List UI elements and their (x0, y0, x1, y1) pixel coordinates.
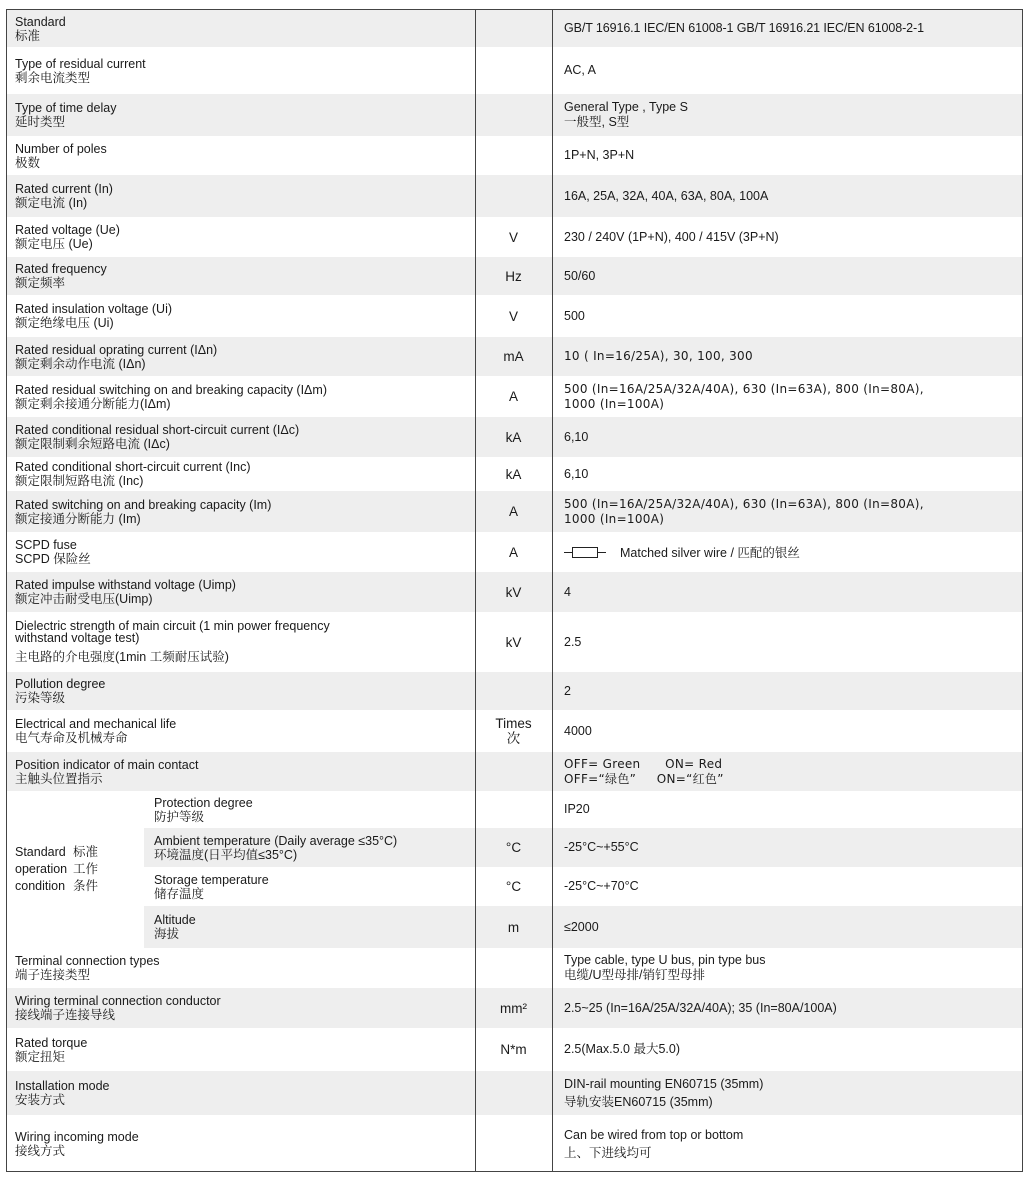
value: 4000 (564, 723, 592, 738)
value: 电缆/U型母排/销钉型母排 (564, 968, 705, 982)
unit: °C (505, 879, 522, 894)
param-en: Type of residual current (15, 56, 146, 71)
value: DIN-rail mounting EN60715 (35mm) (564, 1077, 764, 1091)
spec-row-rated-torque (7, 1028, 1022, 1071)
fuse-lead-icon (564, 552, 572, 553)
spec-row-time-delay (7, 94, 1022, 136)
spec-row-protection-degree (7, 791, 1022, 828)
value: 2.5(Max.5.0 最大5.0) (564, 1042, 681, 1056)
unit: mm² (500, 1000, 527, 1016)
value: 2.5~25 (In=16A/25A/32A/40A); 35 (In=80A/100A) (564, 1000, 837, 1015)
param-en: SCPD fuse (15, 538, 77, 552)
param-en: Type of time delay (15, 101, 117, 115)
spec-row-life (7, 710, 1022, 752)
value: 1P+N, 3P+N (564, 148, 635, 162)
spec-table (6, 9, 1023, 1172)
spec-row-pollution-degree (7, 672, 1022, 710)
param-en: Dielectric strength of main circuit (1 min power frequency (15, 619, 330, 633)
param-en: Rated insulation voltage (Ui) (15, 302, 173, 316)
unit: A (508, 544, 518, 560)
param-en: Rated voltage (Ue) (15, 223, 120, 237)
value: 6,10 (564, 429, 589, 444)
param-en: Rated conditional short-circuit current (Inc) (15, 460, 251, 474)
unit: Times (495, 716, 532, 731)
value: 上、下进线均可 (564, 1145, 652, 1160)
param-cn: 额定剩余接通分断能力(IΔm) (15, 396, 171, 411)
spec-row-residual-operating-current (7, 337, 1022, 376)
fuse-symbol-icon (572, 547, 598, 558)
param-en: Protection degree (154, 795, 253, 810)
group-label-en: condition (15, 879, 66, 893)
unit: kV (505, 634, 522, 650)
param-cn: 标准 (15, 28, 41, 43)
param-cn: SCPD 保险丝 (15, 552, 91, 566)
unit: m (507, 919, 520, 935)
spec-row-residual-switching-capacity (7, 376, 1022, 417)
unit: A (508, 389, 518, 404)
value: GB/T 16916.1 IEC/EN 61008-1 GB/T 16916.21 IEC/EN 61008-2-1 (564, 21, 924, 35)
value: 2.5 (564, 634, 582, 649)
column-divider (475, 10, 476, 1171)
param-en: Rated frequency (15, 262, 107, 276)
param-en: Position indicator of main contact (15, 757, 199, 772)
param-cn: 接线端子连接导线 (15, 1008, 116, 1022)
value: 1000 (In=100A) (564, 511, 665, 526)
spec-row-conditional-short-circuit (7, 457, 1022, 491)
value: Type cable, type U bus, pin type bus (564, 953, 766, 967)
value: General Type , Type S (564, 100, 688, 114)
param-en: Wiring terminal connection conductor (15, 994, 221, 1008)
param-cn: 额定电压 (Ue) (15, 237, 93, 251)
param-cn: 主触头位置指示 (15, 771, 103, 786)
param-en: Electrical and mechanical life (15, 717, 177, 731)
spec-row-insulation-voltage (7, 295, 1022, 337)
param-en: Installation mode (15, 1079, 110, 1093)
param-en: Rated residual oprating current (IΔn) (15, 342, 218, 357)
unit: Hz (505, 268, 522, 284)
spec-row-residual-current-type (7, 47, 1022, 94)
param-cn: 额定剩余动作电流 (IΔn) (15, 356, 146, 371)
value: AC, A (564, 63, 596, 77)
param-cn: 海拔 (154, 927, 180, 941)
spec-row-conditional-residual-short-circuit (7, 417, 1022, 457)
param-cn: 额定扭矩 (15, 1049, 66, 1064)
unit: kV (505, 584, 522, 600)
value: 6,10 (564, 466, 589, 481)
spec-row-switching-capacity (7, 491, 1022, 532)
value: 230 / 240V (1P+N), 400 / 415V (3P+N) (564, 229, 779, 244)
param-cn: 电气寿命及机械寿命 (15, 731, 128, 745)
spec-row-storage-temperature (7, 867, 1022, 906)
group-label-en: Standard (15, 845, 66, 859)
spec-row-ambient-temperature (7, 828, 1022, 867)
spec-row-frequency (7, 257, 1022, 295)
value: 10 ( In=16/25A), 30, 100, 300 (564, 349, 753, 363)
unit: kA (505, 429, 522, 445)
param-en: Rated impulse withstand voltage (Uimp) (15, 578, 236, 592)
group-label-cn: 条件 (73, 879, 99, 893)
group-label-cn: 标准 (73, 845, 99, 859)
value: 50/60 (564, 268, 596, 283)
value: Matched silver wire / 匹配的银丝 (620, 546, 800, 560)
param-cn: 额定冲击耐受电压(Uimp) (15, 592, 153, 606)
spec-row-poles (7, 136, 1022, 175)
param-en-continued: withstand voltage test) (15, 631, 140, 645)
param-en: Number of poles (15, 141, 107, 156)
param-en: Wiring incoming mode (15, 1129, 139, 1144)
unit: kA (505, 466, 522, 482)
value: OFF=“绿色” ON=“红色” (564, 771, 724, 786)
param-cn: 额定限制剩余短路电流 (IΔc) (15, 437, 170, 451)
param-en: Pollution degree (15, 677, 106, 691)
spec-row-installation-mode (7, 1071, 1022, 1115)
value: ≤2000 (564, 919, 599, 934)
param-cn: 额定绝缘电压 (Ui) (15, 316, 114, 330)
group-label-en: operation (15, 862, 68, 876)
unit: °C (505, 840, 522, 855)
fuse-lead-icon (598, 552, 606, 553)
value: Can be wired from top or bottom (564, 1127, 744, 1142)
param-cn: 额定电流 (In) (15, 196, 88, 210)
value: OFF= Green ON= Red (564, 756, 723, 771)
spec-row-terminal-connection-types (7, 948, 1022, 988)
unit: N*m (500, 1042, 527, 1057)
group-label-cn: 工作 (73, 862, 99, 876)
param-en: Rated current (In) (15, 182, 113, 196)
spec-row-wiring-conductor (7, 988, 1022, 1028)
spec-row-rated-voltage (7, 217, 1022, 257)
param-cn: 额定接通分断能力 (Im) (15, 511, 141, 526)
param-en: Standard (15, 14, 66, 29)
param-cn: 接线方式 (15, 1143, 66, 1158)
param-cn: 防护等级 (154, 809, 205, 824)
spec-row-dielectric-strength (7, 612, 1022, 672)
spec-row-rated-current (7, 175, 1022, 217)
value: 2 (564, 683, 571, 698)
spec-row-position-indicator (7, 752, 1022, 791)
value: IP20 (564, 802, 590, 816)
param-cn: 延时类型 (15, 115, 66, 129)
spec-row-altitude (7, 906, 1022, 948)
column-divider (552, 10, 553, 1171)
value: 1000 (In=100A) (564, 396, 665, 411)
spec-row-standard (7, 10, 1022, 47)
param-en: Rated torque (15, 1035, 88, 1050)
spec-row-impulse-voltage (7, 572, 1022, 612)
unit: A (508, 504, 518, 519)
value: 4 (564, 584, 571, 599)
value: 16A, 25A, 32A, 40A, 63A, 80A, 100A (564, 188, 769, 203)
value: 500 (In=16A/25A/32A/40A), 630 (In=63A), 800 (In=80A), (564, 496, 924, 511)
param-cn: 端子连接类型 (15, 968, 91, 982)
unit: mA (503, 349, 524, 364)
param-cn: 安装方式 (15, 1093, 66, 1107)
value: 一般型, S型 (564, 115, 630, 129)
value: -25°C~+70°C (564, 879, 639, 893)
value: 导轨安装EN60715 (35mm) (564, 1095, 713, 1109)
param-cn: 环境温度(日平均值≤35°C) (154, 847, 298, 862)
value: 500 (In=16A/25A/32A/40A), 630 (In=63A), 800 (In=80A), (564, 381, 924, 396)
param-en: Rated residual switching on and breaking capacity (IΔm) (15, 382, 327, 397)
unit-cn: 次 (506, 731, 521, 746)
param-cn: 剩余电流类型 (15, 70, 91, 85)
param-cn: 主电路的介电强度(1min 工频耐压试验) (15, 650, 229, 664)
value: 500 (564, 308, 585, 323)
param-en: Altitude (154, 913, 196, 927)
param-en: Rated switching on and breaking capacity (Im) (15, 497, 272, 512)
param-en: Ambient temperature (Daily average ≤35°C) (154, 833, 398, 848)
param-cn: 额定限制短路电流 (Inc) (15, 474, 144, 488)
param-en: Storage temperature (154, 872, 269, 887)
param-en: Terminal connection types (15, 954, 160, 968)
value: -25°C~+55°C (564, 840, 639, 854)
param-cn: 额定频率 (15, 276, 66, 290)
spec-row-scpd-fuse (7, 532, 1022, 572)
unit: V (508, 308, 518, 324)
param-cn: 极数 (15, 155, 41, 170)
param-en: Rated conditional residual short-circuit current (IΔc) (15, 423, 300, 437)
unit: V (508, 229, 518, 245)
spec-row-wiring-incoming-mode (7, 1115, 1022, 1172)
param-cn: 污染等级 (15, 691, 66, 705)
param-cn: 储存温度 (154, 886, 205, 901)
